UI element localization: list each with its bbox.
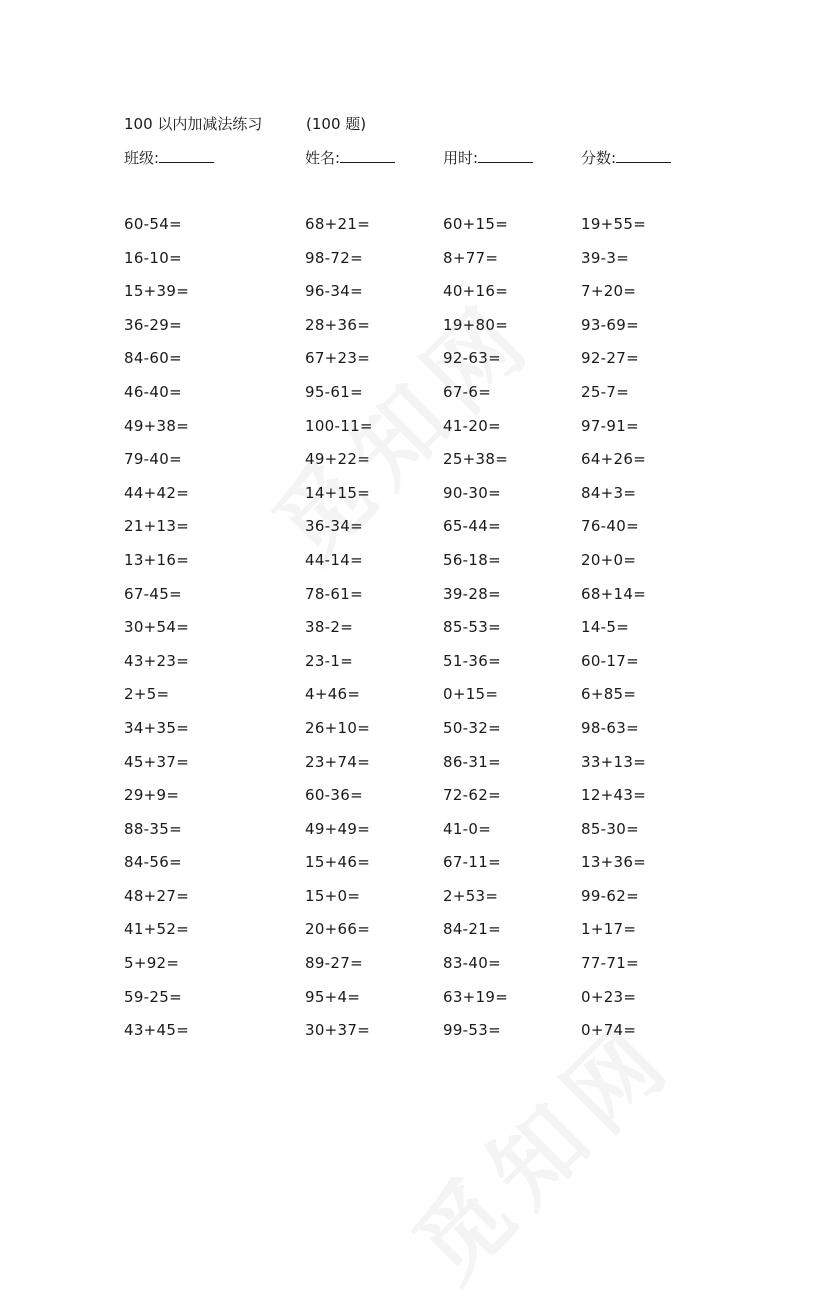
problem-item: 20+0= — [581, 550, 637, 569]
problem-item: 20+66= — [305, 920, 371, 939]
problem-item: 85-53= — [443, 618, 501, 637]
problem-item: 5+92= — [124, 954, 180, 973]
problem-item: 7+20= — [581, 282, 637, 301]
problem-item: 30+54= — [124, 618, 190, 637]
problem-item: 12+43= — [581, 786, 647, 805]
problem-item: 100-11= — [305, 416, 373, 435]
problem-item: 30+37= — [305, 1021, 371, 1040]
problem-item: 0+23= — [581, 987, 637, 1006]
time-field[interactable] — [443, 146, 533, 170]
problem-item: 40+16= — [443, 282, 509, 301]
name-field[interactable] — [305, 146, 395, 170]
watermark — [240, 267, 558, 585]
problem-item: 0+15= — [443, 685, 499, 704]
problem-item: 34+35= — [124, 718, 190, 737]
problem-column-3 — [443, 212, 508, 1052]
problem-item: 46-40= — [124, 382, 182, 401]
class-label: 班级: — [124, 149, 160, 167]
time-label: 用时: — [443, 149, 479, 167]
problem-item: 99-62= — [581, 886, 639, 905]
problem-count: (100 题) — [306, 115, 367, 133]
problem-item: 99-53= — [443, 1021, 501, 1040]
problem-item: 63+19= — [443, 987, 509, 1006]
page-title: 100 以内加减法练习 — [124, 115, 263, 133]
problem-item: 44+42= — [124, 483, 190, 502]
problem-item: 49+38= — [124, 416, 190, 435]
problem-item: 14+15= — [305, 483, 371, 502]
problem-item: 67-11= — [443, 853, 501, 872]
problem-item: 96-34= — [305, 282, 363, 301]
problem-item: 65-44= — [443, 517, 501, 536]
problem-item: 49+49= — [305, 819, 371, 838]
problem-item: 6+85= — [581, 685, 637, 704]
problem-item: 39-3= — [581, 248, 630, 267]
problem-item: 56-18= — [443, 550, 501, 569]
problem-item: 19+80= — [443, 315, 509, 334]
problem-item: 29+9= — [124, 786, 180, 805]
problem-item: 2+53= — [443, 886, 499, 905]
problem-item: 15+46= — [305, 853, 371, 872]
problem-item: 15+0= — [305, 886, 361, 905]
problem-item: 43+45= — [124, 1021, 190, 1040]
problem-item: 14-5= — [581, 618, 630, 637]
problem-item: 67+23= — [305, 349, 371, 368]
problem-item: 25+38= — [443, 450, 509, 469]
problem-item: 23-1= — [305, 651, 354, 670]
problem-item: 98-72= — [305, 248, 363, 267]
problem-item: 16-10= — [124, 248, 182, 267]
problem-item: 68+21= — [305, 215, 371, 233]
problem-column-4 — [581, 212, 646, 1052]
problem-item: 43+23= — [124, 651, 190, 670]
problem-item: 49+22= — [305, 450, 371, 469]
problem-item: 89-27= — [305, 954, 363, 973]
time-blank[interactable] — [478, 148, 533, 163]
problem-item: 15+39= — [124, 282, 190, 301]
problem-item: 85-30= — [581, 819, 639, 838]
problem-item: 36-34= — [305, 517, 363, 536]
problem-item: 76-40= — [581, 517, 639, 536]
problem-item: 93-69= — [581, 315, 639, 334]
problem-item: 95+4= — [305, 987, 361, 1006]
problem-item: 84-56= — [124, 853, 182, 872]
problem-item: 95-61= — [305, 382, 363, 401]
problem-item: 77-71= — [581, 954, 639, 973]
problem-item: 41+52= — [124, 920, 190, 939]
problem-item: 90-30= — [443, 483, 501, 502]
problem-item: 97-91= — [581, 416, 639, 435]
problem-item: 26+10= — [305, 718, 371, 737]
problem-item: 84-21= — [443, 920, 501, 939]
problem-column-2 — [305, 212, 373, 1052]
problem-item: 50-32= — [443, 718, 501, 737]
problem-item: 68+14= — [581, 584, 647, 603]
problem-item: 38-2= — [305, 618, 354, 637]
problem-item: 2+5= — [124, 685, 170, 704]
problem-item: 84+3= — [581, 483, 637, 502]
problem-item: 60-17= — [581, 651, 639, 670]
score-blank[interactable] — [616, 148, 671, 163]
problem-item: 88-35= — [124, 819, 182, 838]
problem-item: 98-63= — [581, 718, 639, 737]
problem-item: 28+36= — [305, 315, 371, 334]
problem-item: 67-45= — [124, 584, 182, 603]
problem-item: 67-6= — [443, 382, 492, 401]
problem-item: 60+15= — [443, 215, 509, 233]
name-label: 姓名: — [305, 149, 341, 167]
problem-item: 19+55= — [581, 215, 647, 233]
problem-item: 1+17= — [581, 920, 637, 939]
info-row — [0, 146, 830, 170]
class-field[interactable] — [124, 146, 214, 170]
problem-item: 13+16= — [124, 550, 190, 569]
problem-item: 21+13= — [124, 517, 190, 536]
problem-item: 86-31= — [443, 752, 501, 771]
problem-item: 78-61= — [305, 584, 363, 603]
problem-item: 0+74= — [581, 1021, 637, 1040]
problem-item: 83-40= — [443, 954, 501, 973]
problem-item: 92-63= — [443, 349, 501, 368]
score-label: 分数: — [581, 149, 617, 167]
watermark — [380, 987, 698, 1305]
problem-item: 64+26= — [581, 450, 647, 469]
problem-column-1 — [124, 212, 189, 1052]
problem-item: 92-27= — [581, 349, 639, 368]
problem-item: 23+74= — [305, 752, 371, 771]
problem-item: 39-28= — [443, 584, 501, 603]
problem-item: 33+13= — [581, 752, 647, 771]
problem-item: 41-20= — [443, 416, 501, 435]
problem-item: 60-36= — [305, 786, 363, 805]
problem-item: 45+37= — [124, 752, 190, 771]
problem-item: 4+46= — [305, 685, 361, 704]
problem-item: 79-40= — [124, 450, 182, 469]
problem-item: 51-36= — [443, 651, 501, 670]
problem-item: 60-54= — [124, 215, 182, 233]
problem-item: 13+36= — [581, 853, 647, 872]
class-blank[interactable] — [159, 148, 214, 163]
problem-item: 41-0= — [443, 819, 492, 838]
problem-item: 48+27= — [124, 886, 190, 905]
name-blank[interactable] — [340, 148, 395, 163]
problem-item: 25-7= — [581, 382, 630, 401]
score-field[interactable] — [581, 146, 671, 170]
problem-item: 8+77= — [443, 248, 499, 267]
problem-item: 36-29= — [124, 315, 182, 334]
problem-item: 84-60= — [124, 349, 182, 368]
problem-item: 72-62= — [443, 786, 501, 805]
problem-item: 59-25= — [124, 987, 182, 1006]
problem-item: 44-14= — [305, 550, 363, 569]
